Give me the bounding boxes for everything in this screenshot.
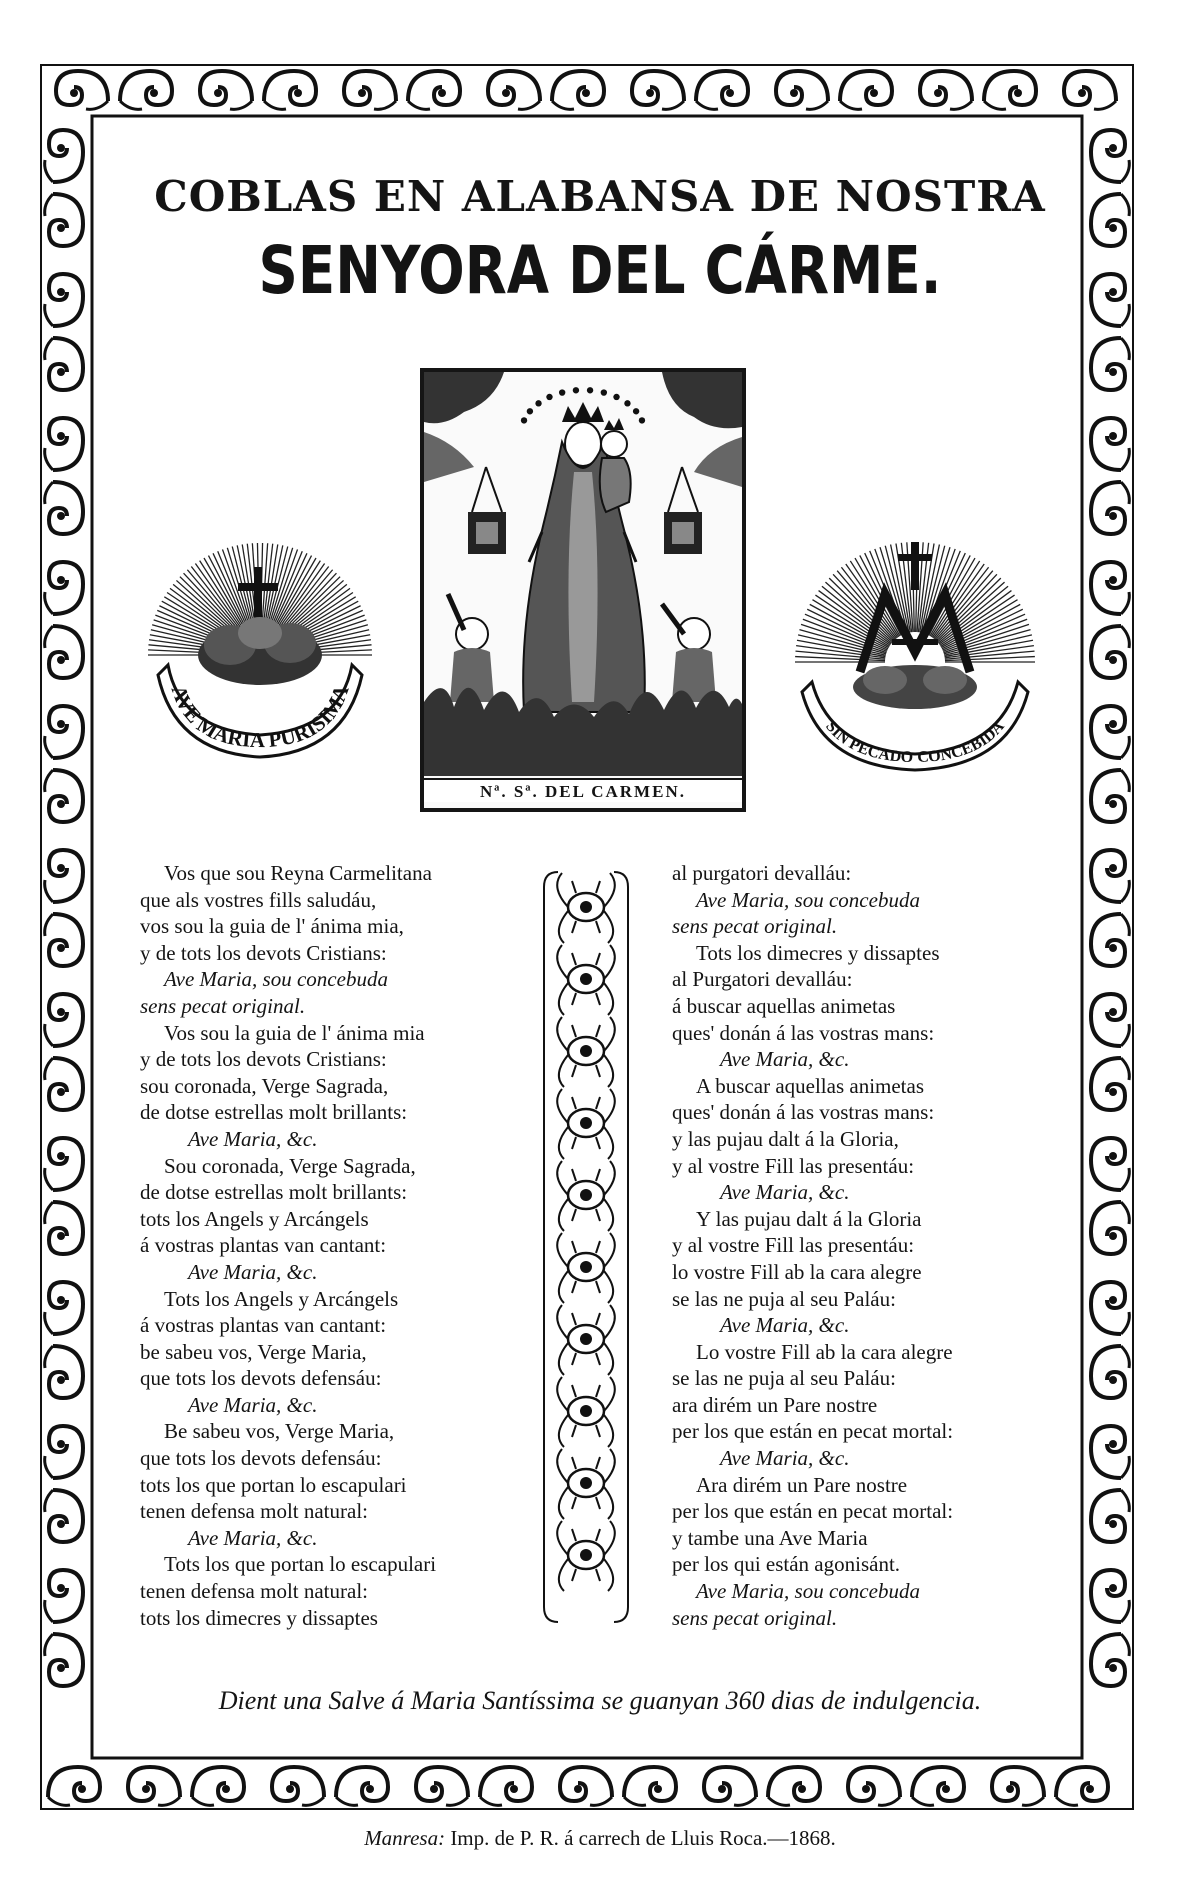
verse-line: Vos que sou Reyna Carmelitana xyxy=(164,861,432,885)
scroll-ornament-icon xyxy=(1091,914,1129,966)
verse-line: tenen defensa molt natural: xyxy=(140,1579,368,1604)
scroll-ornament-icon xyxy=(1091,770,1129,822)
verse-line: per los que están en pecat mortal: xyxy=(672,1419,954,1444)
scroll-ornament-icon xyxy=(984,71,1036,109)
verse-line: que als vostres fills saludáu, xyxy=(140,887,377,912)
scroll-ornament-icon xyxy=(1091,850,1129,902)
indulgence-note: Dient una Salve á Maria Santíssima se guanyan 360 dias de indulgencia. xyxy=(218,1686,982,1715)
title-line-2: SENYORA DEL CÁRME. xyxy=(258,232,942,309)
flower-motif-icon xyxy=(557,945,615,1015)
flower-motif-icon xyxy=(557,1305,615,1375)
verse-line: de dotse estrellas molt brillants: xyxy=(140,1180,408,1205)
scroll-ornament-icon xyxy=(45,1570,83,1622)
right-seal-text: SIN PECADO CONCEBIDA xyxy=(822,717,1008,767)
verse-line: á buscar aquellas animetas xyxy=(672,993,896,1018)
scroll-ornament-icon xyxy=(1091,1282,1129,1334)
imprint-printer: Imp. de P. R. á carrech de Lluis Roca.—1868. xyxy=(445,1826,836,1850)
scroll-ornament-icon xyxy=(56,71,108,109)
verse-line: Ave Maria, &c. xyxy=(720,1313,850,1338)
verse-line: y las pujau dalt á la Gloria, xyxy=(672,1126,899,1151)
scroll-ornament-icon xyxy=(45,418,83,470)
verse-line: tots los dimecres y dissaptes xyxy=(140,1605,378,1630)
scroll-ornament-icon xyxy=(696,71,748,109)
verse-line: sens pecat original. xyxy=(672,914,838,939)
scroll-ornament-icon xyxy=(336,1767,388,1805)
verse-line: al Purgatori devalláu: xyxy=(672,967,853,992)
virgin-del-carmen-engraving xyxy=(420,368,746,812)
verses-left-column xyxy=(140,860,530,1631)
verse-line: sens pecat original. xyxy=(672,1605,838,1630)
scroll-ornament-icon xyxy=(45,850,83,902)
scroll-ornament-icon xyxy=(704,1767,756,1805)
svg-text:AVE MARIA PURISIMA xyxy=(167,681,354,752)
flower-motif-icon xyxy=(557,1521,615,1591)
verse-line: Lo vostre Fill ab la cara alegre xyxy=(696,1339,953,1364)
scroll-ornament-icon xyxy=(840,71,892,109)
scroll-ornament-icon xyxy=(632,71,684,109)
verse-line: se las ne puja al seu Paláu: xyxy=(672,1286,896,1311)
verse-line: A buscar aquellas animetas xyxy=(696,1073,925,1098)
flower-motif-icon xyxy=(557,1449,615,1519)
left-seal-text: AVE MARIA PURISIMA xyxy=(166,681,354,753)
sin-pecado-seal xyxy=(790,522,1040,772)
verse-line: Ave Maria, &c. xyxy=(188,1392,318,1417)
scapular-right-icon xyxy=(664,467,702,554)
scroll-ornament-icon xyxy=(1091,1490,1129,1542)
engraving-caption: Nª. Sª. DEL CARMEN. xyxy=(424,778,742,802)
scroll-ornament-icon xyxy=(1091,626,1129,678)
verse-line: be sabeu vos, Verge Maria, xyxy=(140,1339,367,1364)
verse-line: tots los que portan lo escapulari xyxy=(140,1472,407,1497)
scapular-left-icon xyxy=(468,467,506,554)
scroll-ornament-icon xyxy=(45,626,83,678)
verse-line: y al vostre Fill las presentáu: xyxy=(672,1233,915,1258)
scroll-ornament-icon xyxy=(344,71,396,109)
scroll-ornament-icon xyxy=(416,1767,468,1805)
scroll-ornament-icon xyxy=(1091,1058,1129,1110)
scroll-ornament-icon xyxy=(45,1202,83,1254)
verse-line: que tots los devots defensáu: xyxy=(140,1446,382,1471)
verse-line: Vos sou la guia de l' ánima mia xyxy=(164,1020,425,1045)
verse-line: tots los Angels y Arcángels xyxy=(140,1206,369,1231)
scroll-ornament-icon xyxy=(1091,1634,1129,1686)
scroll-ornament-icon xyxy=(45,1058,83,1110)
scroll-ornament-icon xyxy=(1056,1767,1108,1805)
scroll-ornament-icon xyxy=(45,1138,83,1190)
imprint-place: Manresa: xyxy=(364,1826,446,1850)
verse-line: Tots los Angels y Arcángels xyxy=(164,1286,399,1311)
scroll-ornament-icon xyxy=(480,1767,532,1805)
verse-line: Ave Maria, &c. xyxy=(720,1446,850,1471)
verse-line: vos sou la guia de l' ánima mia, xyxy=(140,914,404,939)
scroll-ornament-icon xyxy=(488,71,540,109)
verse-line: á vostras plantas van cantant: xyxy=(140,1233,387,1258)
scroll-ornament-icon xyxy=(120,71,172,109)
scroll-ornament-icon xyxy=(45,1634,83,1686)
scroll-ornament-icon xyxy=(776,71,828,109)
scroll-ornament-icon xyxy=(45,706,83,758)
verse-line: Ave Maria, &c. xyxy=(188,1525,318,1550)
verse-line: Ave Maria, sou concebuda xyxy=(164,967,388,992)
verse-line: Sou coronada, Verge Sagrada, xyxy=(164,1153,416,1178)
scroll-ornament-icon xyxy=(1091,1138,1129,1190)
verse-line: lo vostre Fill ab la cara alegre xyxy=(672,1259,922,1284)
verse-line: Be sabeu vos, Verge Maria, xyxy=(164,1419,395,1444)
verse-line: á vostras plantas van cantant: xyxy=(140,1313,387,1338)
scroll-ornament-icon xyxy=(552,71,604,109)
verses-right-column xyxy=(672,860,1092,1631)
verse-line: Ave Maria, &c. xyxy=(720,1047,850,1072)
scroll-ornament-icon xyxy=(45,1346,83,1398)
scroll-ornament-icon xyxy=(45,914,83,966)
verse-line: que tots los devots defensáu: xyxy=(140,1366,382,1391)
scroll-ornament-icon xyxy=(45,562,83,614)
scroll-ornament-icon xyxy=(768,1767,820,1805)
scroll-ornament-icon xyxy=(45,482,83,534)
verse-line: Ave Maria, &c. xyxy=(188,1259,318,1284)
verse-line: se las ne puja al seu Paláu: xyxy=(672,1366,896,1391)
scroll-ornament-icon xyxy=(45,994,83,1046)
verse-line: ques' donán á las vostras mans: xyxy=(672,1020,935,1045)
scroll-ornament-icon xyxy=(408,71,460,109)
imprint-line xyxy=(0,1826,1200,1851)
verse-line: sou coronada, Verge Sagrada, xyxy=(140,1073,389,1098)
verse-line: y de tots los devots Cristians: xyxy=(140,1047,387,1072)
scroll-ornament-icon xyxy=(45,338,83,390)
verse-line: al purgatori devalláu: xyxy=(672,861,852,885)
verse-line: y al vostre Fill las presentáu: xyxy=(672,1153,915,1178)
clouds-icon xyxy=(198,617,322,685)
scroll-ornament-icon xyxy=(1091,482,1129,534)
flower-motif-icon xyxy=(557,1233,615,1303)
scroll-ornament-icon xyxy=(848,1767,900,1805)
scroll-ornament-icon xyxy=(1091,418,1129,470)
verse-line: ara dirém un Pare nostre xyxy=(672,1392,878,1417)
title-line-1: COBLAS EN ALABANSA DE NOSTRA xyxy=(154,172,1046,221)
verse-line: per los que están en pecat mortal: xyxy=(672,1499,954,1524)
svg-text:SIN PECADO CONCEBIDA xyxy=(822,718,1008,766)
verse-line: Tots los que portan lo escapulari xyxy=(164,1552,437,1577)
scroll-ornament-icon xyxy=(1091,994,1129,1046)
scroll-ornament-icon xyxy=(45,1490,83,1542)
ave-maria-seal xyxy=(140,525,380,765)
verse-line: Ave Maria, &c. xyxy=(720,1180,850,1205)
flower-motif-icon xyxy=(557,1017,615,1087)
flower-motif-icon xyxy=(557,873,615,943)
verse-line: tenen defensa molt natural: xyxy=(140,1499,368,1524)
verse-line: Tots los dimecres y dissaptes xyxy=(696,940,940,965)
scroll-ornament-icon xyxy=(48,1767,100,1805)
scroll-ornament-icon xyxy=(1091,1346,1129,1398)
scroll-ornament-icon xyxy=(272,1767,324,1805)
scroll-ornament-icon xyxy=(45,1426,83,1478)
verse-line: Ara dirém un Pare nostre xyxy=(696,1472,908,1497)
scroll-ornament-icon xyxy=(992,1767,1044,1805)
flower-motif-icon xyxy=(557,1161,615,1231)
verse-line: y de tots los devots Cristians: xyxy=(140,940,387,965)
scroll-ornament-icon xyxy=(1091,338,1129,390)
flower-motif-icon xyxy=(557,1377,615,1447)
scroll-ornament-icon xyxy=(912,1767,964,1805)
scroll-ornament-icon xyxy=(1091,1426,1129,1478)
verse-line: Ave Maria, sou concebuda xyxy=(696,1579,920,1604)
scroll-ornament-icon xyxy=(1064,71,1116,109)
flower-motif-icon xyxy=(557,1089,615,1159)
cross-icon xyxy=(898,542,932,590)
scroll-ornament-icon xyxy=(192,1767,244,1805)
verse-line: Ave Maria, &c. xyxy=(188,1126,318,1151)
verse-line: de dotse estrellas molt brillants: xyxy=(140,1100,408,1125)
scroll-ornament-icon xyxy=(1091,1202,1129,1254)
verse-line: Y las pujau dalt á la Gloria xyxy=(696,1206,922,1231)
scroll-ornament-icon xyxy=(45,770,83,822)
scroll-ornament-icon xyxy=(45,1282,83,1334)
scroll-ornament-icon xyxy=(624,1767,676,1805)
scroll-ornament-icon xyxy=(200,71,252,109)
child-figure-icon xyxy=(600,418,631,512)
scroll-ornament-icon xyxy=(920,71,972,109)
clouds-icon xyxy=(853,665,977,709)
crown-icon xyxy=(562,402,604,422)
scroll-ornament-icon xyxy=(1091,1570,1129,1622)
scroll-ornament-icon xyxy=(264,71,316,109)
verse-line: y tambe una Ave Maria xyxy=(672,1525,868,1550)
floral-column-divider xyxy=(536,862,636,1632)
scroll-ornament-icon xyxy=(1091,562,1129,614)
verse-line: Ave Maria, sou concebuda xyxy=(696,887,920,912)
verse-line: per los qui están agonisánt. xyxy=(672,1552,901,1577)
scroll-ornament-icon xyxy=(1091,706,1129,758)
scroll-ornament-icon xyxy=(560,1767,612,1805)
verse-line: sens pecat original. xyxy=(140,993,306,1018)
verse-line: ques' donán á las vostras mans: xyxy=(672,1100,935,1125)
scroll-ornament-icon xyxy=(128,1767,180,1805)
